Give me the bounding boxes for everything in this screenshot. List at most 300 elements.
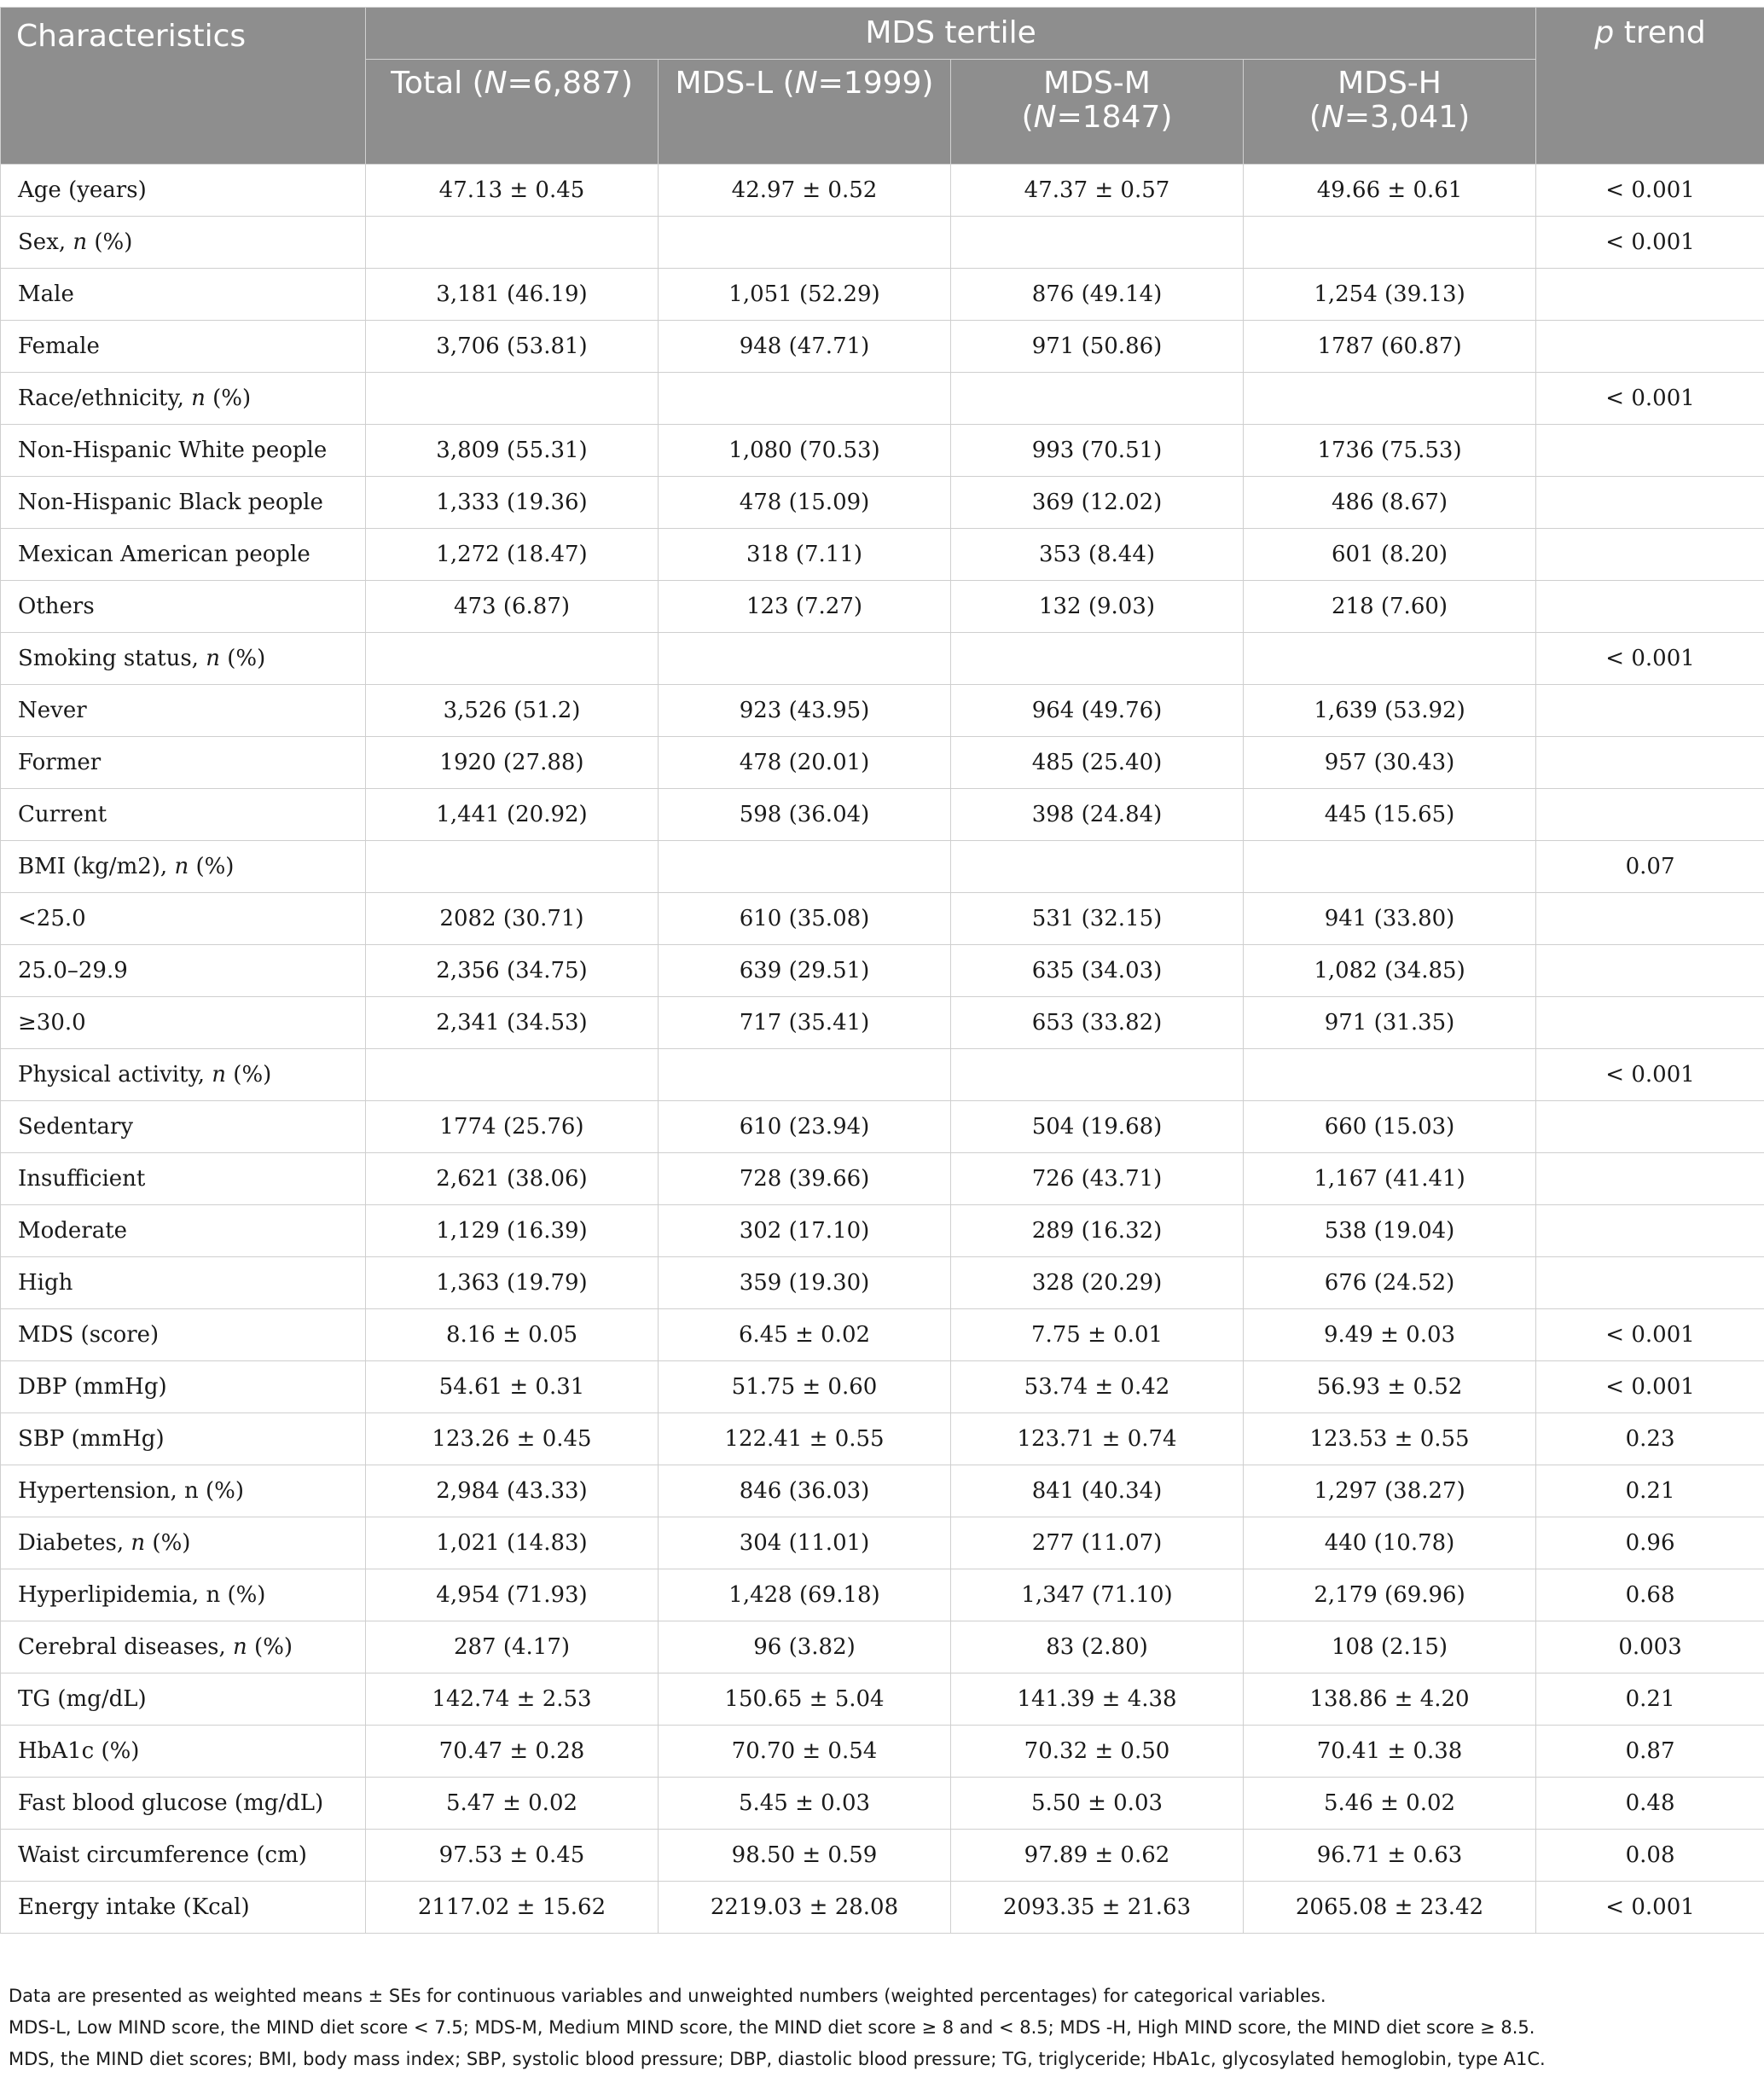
table-row (1, 1465, 1764, 1517)
table-row (1, 217, 1764, 269)
cell-value: 7.75 ± 0.01 (951, 1309, 1244, 1361)
cell-value: 51.75 ± 0.60 (659, 1361, 951, 1413)
cell-p-trend: 0.08 (1536, 1830, 1764, 1882)
table-row (1, 1101, 1764, 1153)
label-text: n (191, 386, 206, 411)
cell-value (951, 841, 1244, 893)
label-text: TG (mg/dL) (18, 1686, 147, 1712)
header-text: MDS-M ( (1021, 66, 1151, 135)
row-label (1, 997, 366, 1049)
cell-value: 141.39 ± 4.38 (951, 1673, 1244, 1726)
cell-value: 123.71 ± 0.74 (951, 1413, 1244, 1465)
cell-value: 726 (43.71) (951, 1153, 1244, 1205)
cell-value: 601 (8.20) (1244, 529, 1536, 581)
cell-value (1244, 373, 1536, 425)
cell-value: 328 (20.29) (951, 1257, 1244, 1309)
label-text: Non-Hispanic White people (18, 438, 328, 463)
cell-value: 1774 (25.76) (366, 1101, 659, 1153)
table-row (1, 1569, 1764, 1621)
label-text: BMI (kg/m2), (18, 854, 175, 879)
cell-value: 2,621 (38.06) (366, 1153, 659, 1205)
row-label (1, 477, 366, 529)
table-row (1, 1778, 1764, 1830)
label-text: Moderate (18, 1218, 128, 1244)
cell-value: 1,441 (20.92) (366, 789, 659, 841)
cell-value: 478 (15.09) (659, 477, 951, 529)
label-text: (%) (189, 854, 235, 879)
cell-value: 2065.08 ± 23.42 (1244, 1882, 1536, 1934)
table-row (1, 1049, 1764, 1101)
cell-value: 70.70 ± 0.54 (659, 1726, 951, 1778)
cell-value (951, 1049, 1244, 1101)
row-label (1, 373, 366, 425)
cell-value: 138.86 ± 4.20 (1244, 1673, 1536, 1726)
cell-value: 531 (32.15) (951, 893, 1244, 945)
cell-value: 70.47 ± 0.28 (366, 1726, 659, 1778)
cell-value: 123.53 ± 0.55 (1244, 1413, 1536, 1465)
cell-value: 6.45 ± 0.02 (659, 1309, 951, 1361)
row-label (1, 789, 366, 841)
cell-p-trend: 0.07 (1536, 841, 1764, 893)
header-text: N (484, 66, 508, 101)
cell-value (1244, 217, 1536, 269)
cell-value: 142.74 ± 2.53 (366, 1673, 659, 1726)
row-label (1, 1882, 366, 1934)
label-text: Smoking status, (18, 646, 206, 671)
label-text: n (206, 646, 220, 671)
table-row (1, 373, 1764, 425)
cell-p-trend (1536, 321, 1764, 373)
cell-value: 717 (35.41) (659, 997, 951, 1049)
header-text: MDS-L ( (675, 66, 795, 101)
cell-value: 47.13 ± 0.45 (366, 165, 659, 217)
cell-value: 639 (29.51) (659, 945, 951, 997)
table-row (1, 1257, 1764, 1309)
header-total (366, 60, 659, 165)
label-text: HbA1c (%) (18, 1738, 140, 1764)
cell-p-trend (1536, 997, 1764, 1049)
p-trend-p: p (1594, 15, 1615, 50)
table-row (1, 529, 1764, 581)
cell-value: 122.41 ± 0.55 (659, 1413, 951, 1465)
cell-value: 47.37 ± 0.57 (951, 165, 1244, 217)
cell-value: 8.16 ± 0.05 (366, 1309, 659, 1361)
cell-value (659, 217, 951, 269)
cell-value: 98.50 ± 0.59 (659, 1830, 951, 1882)
table-row (1, 1830, 1764, 1882)
row-label (1, 217, 366, 269)
label-text: Current (18, 802, 107, 827)
cell-value: 369 (12.02) (951, 477, 1244, 529)
cell-p-trend (1536, 945, 1764, 997)
label-text: Others (18, 594, 95, 619)
row-label (1, 945, 366, 997)
cell-value (366, 217, 659, 269)
cell-p-trend: < 0.001 (1536, 373, 1764, 425)
cell-value: 610 (23.94) (659, 1101, 951, 1153)
cell-value: 1,167 (41.41) (1244, 1153, 1536, 1205)
row-label (1, 1049, 366, 1101)
cell-value: 445 (15.65) (1244, 789, 1536, 841)
cell-value: 2117.02 ± 15.62 (366, 1882, 659, 1934)
label-text: Race/ethnicity, (18, 386, 192, 411)
label-text: (%) (145, 1530, 191, 1556)
cell-value: 1,297 (38.27) (1244, 1465, 1536, 1517)
cell-value: 353 (8.44) (951, 529, 1244, 581)
row-label (1, 685, 366, 737)
table-row (1, 1726, 1764, 1778)
cell-value: 3,181 (46.19) (366, 269, 659, 321)
cell-value: 941 (33.80) (1244, 893, 1536, 945)
cell-p-trend: < 0.001 (1536, 1309, 1764, 1361)
row-label (1, 1778, 366, 1830)
header-text: =6,887) (507, 66, 633, 101)
cell-value: 660 (15.03) (1244, 1101, 1536, 1153)
cell-value: 923 (43.95) (659, 685, 951, 737)
header-mds-m (951, 60, 1244, 165)
cell-p-trend: < 0.001 (1536, 633, 1764, 685)
label-text: Energy intake (Kcal) (18, 1894, 250, 1920)
cell-value: 1,080 (70.53) (659, 425, 951, 477)
cell-value (659, 841, 951, 893)
table-row (1, 269, 1764, 321)
cell-value (1244, 1049, 1536, 1101)
cell-value: 2,356 (34.75) (366, 945, 659, 997)
row-label (1, 893, 366, 945)
cell-value: 2,341 (34.53) (366, 997, 659, 1049)
cell-value: 993 (70.51) (951, 425, 1244, 477)
row-label (1, 1726, 366, 1778)
cell-value: 150.65 ± 5.04 (659, 1673, 951, 1726)
cell-value: 56.93 ± 0.52 (1244, 1361, 1536, 1413)
cell-value: 70.32 ± 0.50 (951, 1726, 1244, 1778)
header-mds-h (1244, 60, 1536, 165)
cell-value: 97.89 ± 0.62 (951, 1830, 1244, 1882)
cell-p-trend (1536, 1101, 1764, 1153)
cell-value (366, 633, 659, 685)
cell-value: 846 (36.03) (659, 1465, 951, 1517)
row-label (1, 1153, 366, 1205)
cell-value: 2,984 (43.33) (366, 1465, 659, 1517)
label-text: Hyperlipidemia, n (%) (18, 1582, 266, 1608)
header-text: N (1320, 100, 1344, 135)
cell-value: 289 (16.32) (951, 1205, 1244, 1257)
cell-p-trend: 0.87 (1536, 1726, 1764, 1778)
cell-p-trend: < 0.001 (1536, 1049, 1764, 1101)
row-label (1, 1101, 366, 1153)
cell-value (659, 1049, 951, 1101)
row-label (1, 529, 366, 581)
cell-p-trend: < 0.001 (1536, 217, 1764, 269)
label-text: Fast blood glucose (mg/dL) (18, 1790, 324, 1816)
label-text: n (212, 1062, 227, 1088)
label-text: Sedentary (18, 1114, 134, 1140)
cell-value (366, 373, 659, 425)
cell-value: 598 (36.04) (659, 789, 951, 841)
cell-value: 70.41 ± 0.38 (1244, 1726, 1536, 1778)
table-row (1, 1205, 1764, 1257)
label-text: Hypertension, n (%) (18, 1478, 244, 1504)
cell-value: 504 (19.68) (951, 1101, 1244, 1153)
label-text: Former (18, 750, 102, 775)
cell-p-trend (1536, 737, 1764, 789)
table-row (1, 685, 1764, 737)
cell-value: 1,639 (53.92) (1244, 685, 1536, 737)
cell-value: 398 (24.84) (951, 789, 1244, 841)
cell-value: 277 (11.07) (951, 1517, 1244, 1569)
cell-value: 635 (34.03) (951, 945, 1244, 997)
cell-value: 1,051 (52.29) (659, 269, 951, 321)
cell-value: 1,082 (34.85) (1244, 945, 1536, 997)
cell-value: 5.50 ± 0.03 (951, 1778, 1244, 1830)
cell-value: 538 (19.04) (1244, 1205, 1536, 1257)
label-text: Male (18, 281, 74, 307)
cell-value: 610 (35.08) (659, 893, 951, 945)
table-row (1, 945, 1764, 997)
cell-p-trend (1536, 425, 1764, 477)
label-text: (%) (226, 1062, 272, 1088)
cell-value: 676 (24.52) (1244, 1257, 1536, 1309)
cell-value: 318 (7.11) (659, 529, 951, 581)
cell-value: 964 (49.76) (951, 685, 1244, 737)
row-label (1, 1830, 366, 1882)
table-row (1, 581, 1764, 633)
cell-p-trend: 0.21 (1536, 1673, 1764, 1726)
row-label (1, 633, 366, 685)
row-label (1, 1569, 366, 1621)
cell-value: 83 (2.80) (951, 1621, 1244, 1673)
row-label (1, 581, 366, 633)
cell-value: 123.26 ± 0.45 (366, 1413, 659, 1465)
cell-p-trend: 0.68 (1536, 1569, 1764, 1621)
cell-value (951, 373, 1244, 425)
cell-value: 971 (50.86) (951, 321, 1244, 373)
cell-value: 3,706 (53.81) (366, 321, 659, 373)
table-row (1, 1621, 1764, 1673)
table-row (1, 1309, 1764, 1361)
label-text: (%) (219, 646, 266, 671)
header-text: Total ( (391, 66, 485, 101)
label-text: (%) (247, 1634, 293, 1660)
table-row (1, 1517, 1764, 1569)
table-row (1, 165, 1764, 217)
cell-p-trend: 0.96 (1536, 1517, 1764, 1569)
cell-p-trend: < 0.001 (1536, 1882, 1764, 1934)
cell-value: 2093.35 ± 21.63 (951, 1882, 1244, 1934)
cell-value: 304 (11.01) (659, 1517, 951, 1569)
row-label (1, 1205, 366, 1257)
cell-value: 485 (25.40) (951, 737, 1244, 789)
label-text: SBP (mmHg) (18, 1426, 165, 1452)
cell-p-trend (1536, 685, 1764, 737)
cell-value: 3,526 (51.2) (366, 685, 659, 737)
cell-p-trend: 0.23 (1536, 1413, 1764, 1465)
label-text: MDS (score) (18, 1322, 160, 1348)
cell-value: 1,129 (16.39) (366, 1205, 659, 1257)
cell-value: 108 (2.15) (1244, 1621, 1536, 1673)
cell-value (366, 841, 659, 893)
cell-value: 1,363 (19.79) (366, 1257, 659, 1309)
row-label (1, 1621, 366, 1673)
cell-p-trend (1536, 269, 1764, 321)
label-text: Cerebral diseases, (18, 1634, 234, 1660)
header-text: =1999) (817, 66, 934, 101)
cell-value: 1920 (27.88) (366, 737, 659, 789)
label-text: Waist circumference (cm) (18, 1842, 307, 1868)
row-label (1, 841, 366, 893)
cell-p-trend (1536, 893, 1764, 945)
cell-p-trend (1536, 477, 1764, 529)
cell-value: 971 (31.35) (1244, 997, 1536, 1049)
cell-p-trend (1536, 529, 1764, 581)
label-text: (%) (205, 386, 252, 411)
label-text: 25.0–29.9 (18, 958, 128, 983)
label-text: (%) (87, 229, 133, 255)
cell-value: 302 (17.10) (659, 1205, 951, 1257)
cell-value: 486 (8.67) (1244, 477, 1536, 529)
table-row (1, 1153, 1764, 1205)
table-row (1, 893, 1764, 945)
row-label (1, 1517, 366, 1569)
row-label (1, 1361, 366, 1413)
label-text: n (131, 1530, 146, 1556)
table-row (1, 789, 1764, 841)
row-label (1, 737, 366, 789)
label-text: n (174, 854, 189, 879)
cell-value: 218 (7.60) (1244, 581, 1536, 633)
label-text: Mexican American people (18, 542, 310, 567)
cell-value: 287 (4.17) (366, 1621, 659, 1673)
cell-value: 3,809 (55.31) (366, 425, 659, 477)
cell-value: 1736 (75.53) (1244, 425, 1536, 477)
label-text: Physical activity, (18, 1062, 212, 1088)
table-row (1, 633, 1764, 685)
label-text: ≥30.0 (18, 1010, 86, 1035)
row-label (1, 269, 366, 321)
header-mds-l (659, 60, 951, 165)
row-label (1, 425, 366, 477)
row-label (1, 1673, 366, 1726)
cell-value: 876 (49.14) (951, 269, 1244, 321)
row-label (1, 321, 366, 373)
row-label (1, 1465, 366, 1517)
cell-value (1244, 841, 1536, 893)
cell-value (366, 1049, 659, 1101)
cell-value (951, 217, 1244, 269)
label-text: Never (18, 698, 87, 723)
table-row (1, 1882, 1764, 1934)
cell-value: 54.61 ± 0.31 (366, 1361, 659, 1413)
label-text: n (73, 229, 88, 255)
cell-value: 96 (3.82) (659, 1621, 951, 1673)
header-text: =3,041) (1343, 100, 1471, 135)
header-p-trend (1536, 8, 1764, 165)
label-text: Non-Hispanic Black people (18, 490, 323, 515)
row-label (1, 1257, 366, 1309)
row-label (1, 1413, 366, 1465)
row-label (1, 165, 366, 217)
cell-value: 473 (6.87) (366, 581, 659, 633)
cell-value: 440 (10.78) (1244, 1517, 1536, 1569)
cell-p-trend (1536, 1153, 1764, 1205)
cell-value: 1787 (60.87) (1244, 321, 1536, 373)
cell-p-trend: < 0.001 (1536, 1361, 1764, 1413)
cell-p-trend (1536, 581, 1764, 633)
table-body (1, 165, 1764, 1934)
cell-p-trend (1536, 1257, 1764, 1309)
header-row-1 (1, 8, 1764, 60)
cell-value: 49.66 ± 0.61 (1244, 165, 1536, 217)
cell-value: 5.45 ± 0.03 (659, 1778, 951, 1830)
footnote-line: Data are presented as weighted means ± SEs for continuous variables and unweighted numbers (weighted percentages) for categorical variables. (9, 1986, 1326, 2006)
cell-value: 53.74 ± 0.42 (951, 1361, 1244, 1413)
cell-value: 841 (40.34) (951, 1465, 1244, 1517)
cell-value: 653 (33.82) (951, 997, 1244, 1049)
cell-value: 1,021 (14.83) (366, 1517, 659, 1569)
cell-value: 359 (19.30) (659, 1257, 951, 1309)
header-text: =1847) (1056, 100, 1173, 135)
cell-p-trend: 0.48 (1536, 1778, 1764, 1830)
cell-value: 1,254 (39.13) (1244, 269, 1536, 321)
label-text: n (233, 1634, 247, 1660)
cell-value: 42.97 ± 0.52 (659, 165, 951, 217)
cell-value: 9.49 ± 0.03 (1244, 1309, 1536, 1361)
cell-value: 4,954 (71.93) (366, 1569, 659, 1621)
cell-value: 1,347 (71.10) (951, 1569, 1244, 1621)
label-text: <25.0 (18, 906, 86, 931)
label-text: High (18, 1270, 73, 1296)
cell-value (659, 373, 951, 425)
table-row (1, 425, 1764, 477)
table-row (1, 1361, 1764, 1413)
footnote-line: MDS, the MIND diet scores; BMI, body mass index; SBP, systolic blood pressure; DBP, diastolic blood pressure; TG, triglyceride; HbA1c, glycosylated hemoglobin, type A1C. (9, 2049, 1546, 2069)
header-characteristics: Characteristics (1, 8, 366, 165)
cell-p-trend: 0.003 (1536, 1621, 1764, 1673)
cell-value: 96.71 ± 0.63 (1244, 1830, 1536, 1882)
row-label (1, 1309, 366, 1361)
table-row (1, 477, 1764, 529)
table-footnotes (9, 1981, 1757, 2075)
cell-value (659, 633, 951, 685)
cell-value: 97.53 ± 0.45 (366, 1830, 659, 1882)
cell-value: 2219.03 ± 28.08 (659, 1882, 951, 1934)
cell-value (1244, 633, 1536, 685)
table-row (1, 737, 1764, 789)
cell-value: 948 (47.71) (659, 321, 951, 373)
cell-value: 2082 (30.71) (366, 893, 659, 945)
p-trend-rest: trend (1614, 15, 1706, 50)
header-mds-tertile: MDS tertile (366, 8, 1536, 60)
label-text: Female (18, 334, 100, 359)
cell-value: 123 (7.27) (659, 581, 951, 633)
label-text: Age (years) (18, 177, 147, 203)
cell-value: 5.47 ± 0.02 (366, 1778, 659, 1830)
table-row (1, 1413, 1764, 1465)
cell-value: 1,428 (69.18) (659, 1569, 951, 1621)
header-text: N (1033, 100, 1057, 135)
cell-p-trend (1536, 1205, 1764, 1257)
label-text: Diabetes, (18, 1530, 131, 1556)
label-text: DBP (mmHg) (18, 1374, 167, 1400)
label-text: Sex, (18, 229, 73, 255)
cell-value: 132 (9.03) (951, 581, 1244, 633)
table-row (1, 997, 1764, 1049)
cell-p-trend (1536, 789, 1764, 841)
table-row (1, 1673, 1764, 1726)
cell-value: 728 (39.66) (659, 1153, 951, 1205)
cell-p-trend: < 0.001 (1536, 165, 1764, 217)
cell-value: 1,333 (19.36) (366, 477, 659, 529)
